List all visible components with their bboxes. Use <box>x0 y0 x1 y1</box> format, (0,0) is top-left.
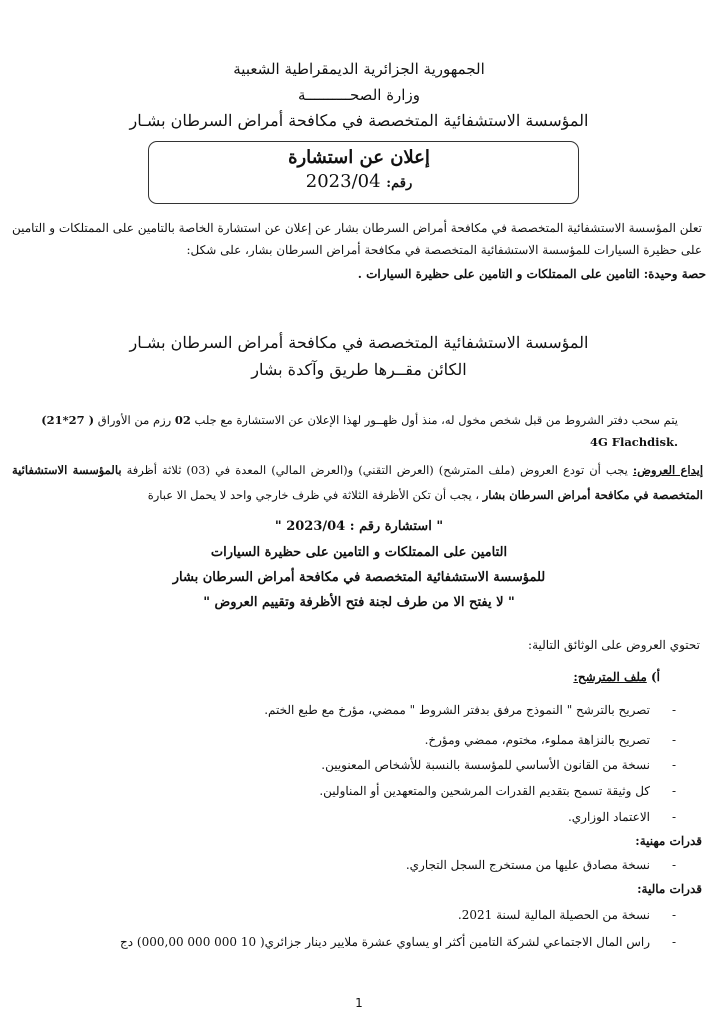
paper-size: (21*27 ) <box>41 413 95 427</box>
withdraw-count: 02 <box>174 413 191 427</box>
number-label: رقم: <box>386 176 413 191</box>
professional-heading: قدرات مهنية: <box>635 834 702 848</box>
envelope-line-4: " لا يفتح الا من طرف لجنة فتح الأظرفة وتقييم العروض " <box>203 595 515 610</box>
list-item: -نسخة من الحصيلة المالية لسنة 2021. <box>457 908 676 922</box>
lot-line: حصة وحيدة: التامين على الممتلكات و التامين على حظيرة السيارات . <box>357 267 706 281</box>
envelope-line-1: " استشارة رقم : 2023/04 " <box>274 519 444 534</box>
deposit-text1: يجب أن تودع العروض (ملف المترشح) (العرض التقني) و(العرض المالي) المعدة في (03) ثلاثة أظرفة <box>126 463 628 477</box>
deposit-institution: بالمؤسسة الاستشفائية المتخصصة في مكافحة أمراض السرطان بشار <box>12 463 703 502</box>
announcement-title: إعلان عن استشارة <box>288 147 430 168</box>
envelope-line-3: للمؤسسة الاستشفائية المتخصصة في مكافحة أمراض السرطان بشار <box>172 570 546 585</box>
list-item: -تصريح بالترشح " النموذج مرفق بدفتر الشروط " ممضي، مؤرخ مع طبع الختم. <box>264 703 676 717</box>
address-line-1: المؤسسة الاستشفائية المتخصصة في مكافحة أمراض السرطان بشـار <box>129 333 589 352</box>
section-a-heading <box>573 670 660 684</box>
address-line-2: الكائن مقــرها طريق وآكدة بشار <box>251 360 467 379</box>
list-item: -نسخة من القانون الأساسي للمؤسسة بالنسبة للأشخاص المعنويين. <box>321 758 676 772</box>
republic-heading: الجمهورية الجزائرية الديمقراطية الشعبية <box>233 60 485 78</box>
number-value: 2023/04 <box>305 171 381 192</box>
envelope-line-2: التامين على الممتلكات و التامين على حظيرة السيارات <box>210 545 508 560</box>
list-item: -الاعتماد الوزاري. <box>567 810 676 824</box>
list-item: -كل وثيقة تسمح بتقديم القدرات المرشحين والمتعهدين أو المناولين. <box>319 784 676 798</box>
ministry-heading: وزارة الصحــــــــــة <box>298 86 420 104</box>
intro-paragraph: تعلن المؤسسة الاستشفائية المتخصصة في مكافحة أمراض السرطان بشار عن إعلان عن استشارة الخاصة بالتامين على الممتلكات و التامين على حظيرة السيارات للمؤسسة الاستشفائية المتخصصة في مكافحة أمراض السرطان بشار، على شكل: <box>12 221 702 257</box>
withdraw-text2: رزم من الأوراق <box>97 413 172 427</box>
deposit-label: إيداع العروض: <box>632 463 704 477</box>
list-item: -نسخة مصادق عليها من مستخرج السجل التجاري. <box>405 858 676 872</box>
withdraw-text: يتم سحب دفتر الشروط من قبل شخص مخول له، منذ أول ظهــور لهذا الإعلان عن الاستشارة مع جلب <box>194 413 678 427</box>
financial-heading: قدرات مالية: <box>637 882 702 896</box>
list-item: -راس المال الاجتماعي لشركة التامين أكثر او يساوي عشرة ملايير دينار جزائري( 10 000 000 000,00) دج <box>120 935 676 949</box>
list-item: -تصريح بالنزاهة مملوء، مختوم، ممضي ومؤرخ. <box>424 733 676 747</box>
announcement-number <box>0 171 718 192</box>
withdraw-paragraph <box>25 409 678 453</box>
deposit-text2: ، يجب أن تكن الأظرفة الثلاثة في ظرف خارجي واحد لا يحمل الا عبارة <box>147 488 480 502</box>
section-a-letter: أ) <box>650 670 660 684</box>
deposit-paragraph <box>12 458 703 508</box>
page-number: 1 <box>355 996 363 1010</box>
section-a-title: ملف المترشح: <box>573 670 647 684</box>
institution-heading: المؤسسة الاستشفائية المتخصصة في مكافحة أمراض السرطان بشـار <box>129 111 589 130</box>
flash-disk: 4G Flachdisk. <box>589 435 678 449</box>
documents-intro: تحتوي العروض على الوثائق التالية: <box>528 638 700 652</box>
